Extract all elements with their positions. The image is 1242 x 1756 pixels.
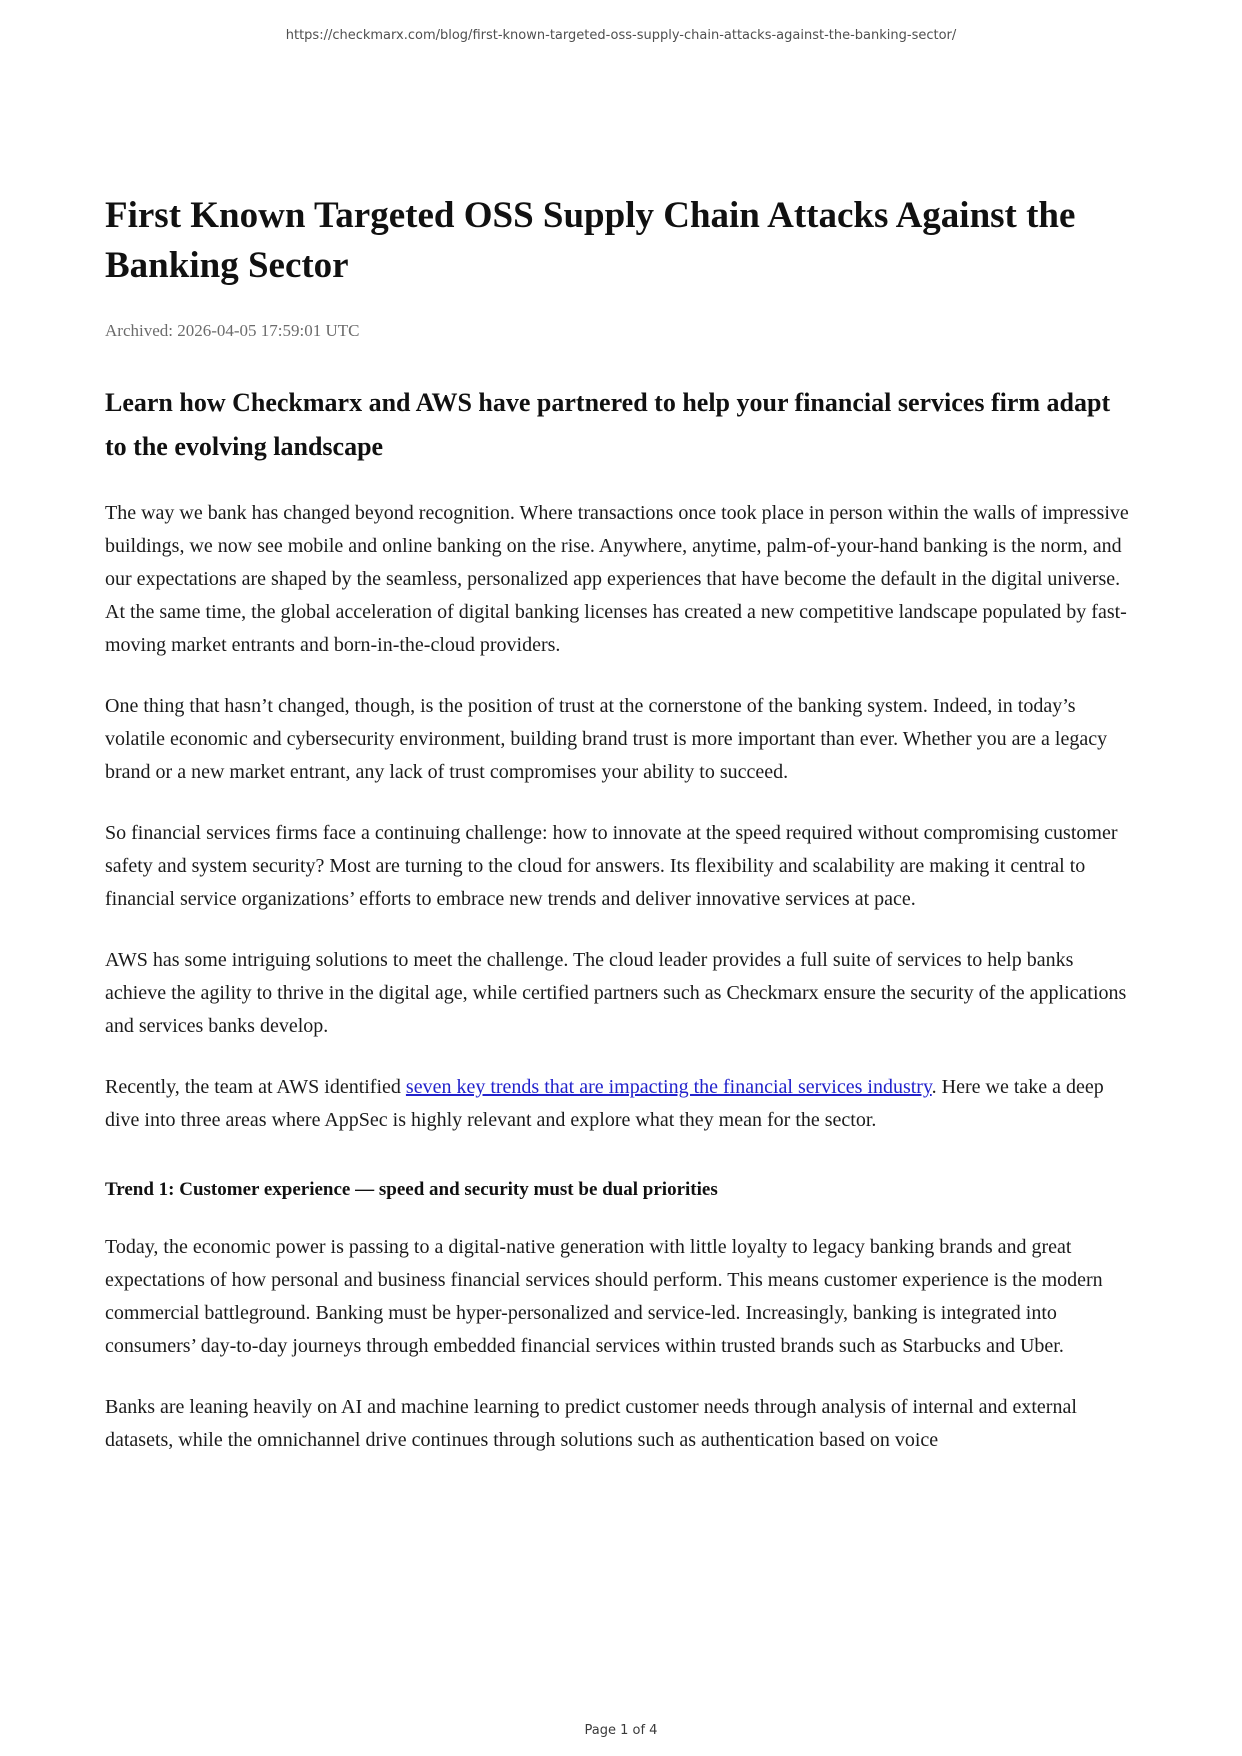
paragraph-key-trends [105, 1071, 1137, 1137]
archived-timestamp: Archived: 2026-04-05 17:59:01 UTC [105, 321, 360, 340]
paragraph-customer-experience: Today, the economic power is passing to a digital-native generation with little loyalty to legacy banking brands and great expectations of how personal and business financial services should perform. This means customer experience is the modern commercial battleground. Banking must be hyper-personalized and service-led. Increasingly, banking is integrated into consumers’ day-to-day journeys through embedded financial services within trusted brands such as Starbucks and Uber. [105, 1236, 1103, 1357]
paragraph-intro: The way we bank has changed beyond recognition. Where transactions once took place in person within the walls of impressive buildings, we now see mobile and online banking on the rise. Anywhere, anytime, palm-of-your-hand banking is the norm, and our expectations are shaped by the seamless, personalized app experiences that have become the default in the digital universe. At the same time, the global acceleration of digital banking licenses has created a new competitive landscape populated by fast-moving market entrants and born-in-the-cloud providers. [105, 502, 1129, 656]
trend-1-heading: Trend 1: Customer experience — speed and security must be dual priorities [105, 1179, 718, 1200]
page-number-indicator: Page 1 of 4 [584, 1723, 658, 1738]
paragraph-trust: One thing that hasn’t changed, though, is the position of trust at the cornerstone of the banking system. Indeed, in today’s volatile economic and cybersecurity environment, building brand trust is more important than ever. Whether you are a legacy brand or a new market entrant, any lack of trust compromises your ability to succeed. [105, 695, 1108, 783]
paragraph-challenge: So financial services firms face a continuing challenge: how to innovate at the speed required without compromising customer safety and system security? Most are turning to the cloud for answers. Its flexibility and scalability are making it central to financial service organizations’ efforts to embrace new trends and deliver innovative services at pace. [105, 822, 1118, 910]
link-paragraph-before: Recently, the team at AWS identified [105, 1076, 406, 1098]
article-subtitle: Learn how Checkmarx and AWS have partnered to help your financial services firm adapt to the evolving landscape [105, 388, 1111, 461]
page-title: First Known Targeted OSS Supply Chain Attacks Against the Banking Sector [105, 195, 1076, 286]
archive-source-url: https://checkmarx.com/blog/first-known-targeted-oss-supply-chain-attacks-against-the-banking-sector/ [285, 28, 957, 43]
seven-key-trends-link[interactable]: seven key trends that are impacting the financial services industry [405, 1076, 932, 1098]
paragraph-aws-solutions: AWS has some intriguing solutions to meet the challenge. The cloud leader provides a full suite of services to help banks achieve the agility to thrive in the digital age, while certified partners such as Checkmarx ensure the security of the applications and services banks develop. [105, 949, 1127, 1037]
paragraph-ai-ml: Banks are leaning heavily on AI and machine learning to predict customer needs through analysis of internal and external datasets, while the omnichannel drive continues through solutions such as authentication based on voice [105, 1396, 1077, 1451]
article-content [105, 191, 1137, 1457]
link-paragraph-after: . Here we take a deep dive into three areas where AppSec is highly relevant and explore what they mean for the sector. [105, 1076, 1104, 1131]
